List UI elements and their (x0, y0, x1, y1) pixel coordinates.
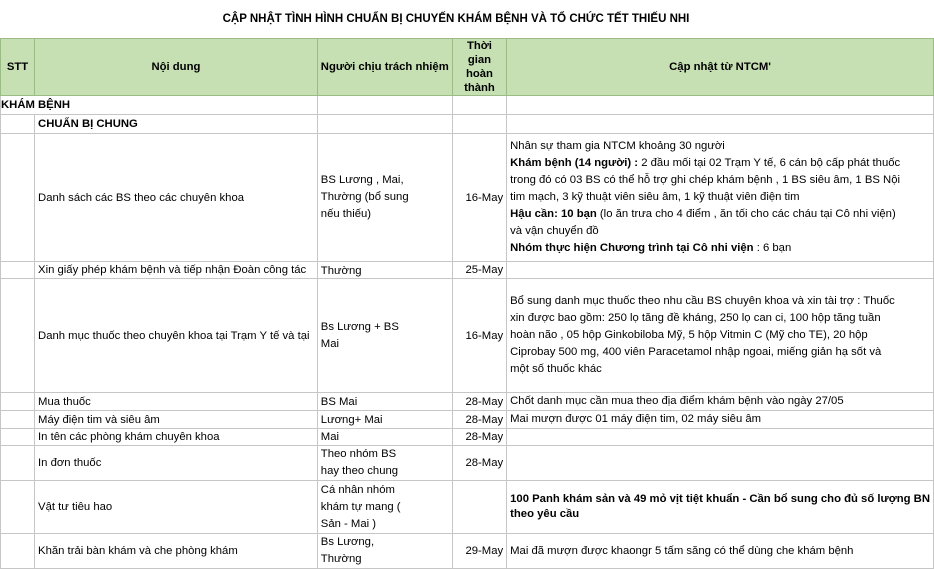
section-row (1, 96, 934, 115)
update-cell[interactable] (507, 262, 934, 279)
person-cell[interactable]: Thường (317, 262, 452, 279)
update-line: Mai mượn được 01 máy điện tim, 02 máy siêu âm (510, 413, 762, 425)
deadline-cell[interactable]: 28-May (452, 446, 506, 481)
update-line: Nhóm thực hiện Chương trình tại Cô nhi viện : 6 bạn (510, 242, 792, 254)
update-cell[interactable] (507, 429, 934, 446)
col-header-person[interactable]: Người chịu trách nhiệm (317, 39, 452, 96)
update-cell[interactable] (507, 279, 934, 393)
content-cell[interactable]: Xin giấy phép khám bệnh và tiếp nhận Đoàn công tác (35, 262, 318, 279)
sheet-title: CẬP NHẬT TÌNH HÌNH CHUẨN BỊ CHUYẾN KHÁM BỆNH VÀ TỔ CHỨC TẾT THIẾU NHI (222, 13, 690, 25)
update-line: Chốt danh mục cần mua theo địa điểm khám bệnh vào ngày 27/05 (510, 395, 844, 407)
header-row (1, 39, 934, 96)
deadline-cell[interactable]: 28-May (452, 393, 506, 411)
person-cell[interactable]: Bs Lương, Thường (317, 534, 452, 569)
update-line: xin được bao gồm: 250 lọ tăng đề kháng, 250 lọ can ci, 100 hộp tăng tuần (510, 312, 881, 324)
update-cell[interactable] (507, 134, 934, 262)
table-row (1, 481, 934, 534)
stt-cell[interactable] (1, 393, 35, 411)
col-header-deadline[interactable]: Thời gian hoàn thành (452, 39, 506, 96)
content-cell[interactable]: Mua thuốc (35, 393, 318, 411)
update-cell[interactable] (507, 534, 934, 569)
stt-cell[interactable] (1, 534, 35, 569)
table-row (1, 393, 934, 411)
stt-cell[interactable] (1, 134, 35, 262)
table-row (1, 411, 934, 429)
update-line: Mai đã mượn được khaongr 5 tấm săng có thể dùng che khám bệnh (510, 544, 854, 557)
deadline-cell[interactable] (452, 481, 506, 534)
section-label[interactable]: KHÁM BỆNH (1, 96, 318, 115)
stt-cell[interactable] (1, 481, 35, 534)
person-cell[interactable]: Theo nhóm BS hay theo chung (317, 446, 452, 481)
table-row (1, 279, 934, 393)
update-line: Hậu cần: 10 bạn (lo ăn trưa cho 4 điểm , ăn tối cho các cháu tại Cô nhi viện) (510, 208, 896, 220)
update-line: Bổ sung danh mục thuốc theo nhu cầu BS chuyên khoa và xin tài trợ : Thuốc (510, 295, 895, 307)
deadline-cell[interactable]: 16-May (452, 134, 506, 262)
deadline-cell[interactable]: 16-May (452, 279, 506, 393)
update-line: Ciprobay 500 mg, 400 viên Paracetamol nhập ngoai, miếng giản hạ sốt và (510, 346, 882, 358)
person-cell[interactable]: BS Mai (317, 393, 452, 411)
table-row (1, 446, 934, 481)
person-cell[interactable]: Lương+ Mai (317, 411, 452, 429)
content-cell[interactable]: Khăn trải bàn khám và che phòng khám (35, 534, 318, 569)
col-header-stt[interactable]: STT (1, 39, 35, 96)
table-row (1, 534, 934, 569)
update-line: một số thuốc khác (510, 363, 602, 375)
deadline-cell[interactable]: 28-May (452, 411, 506, 429)
content-cell[interactable]: Danh sách các BS theo các chuyên khoa (35, 134, 318, 262)
update-cell[interactable] (507, 393, 934, 411)
content-cell[interactable]: Danh mục thuốc theo chuyên khoa tại Trạm Y tế và tại (35, 279, 318, 393)
content-cell[interactable]: In tên các phòng khám chuyên khoa (35, 429, 318, 446)
update-cell[interactable] (507, 446, 934, 481)
update-line: hoàn não , 05 hộp Ginkobiloba Mỹ, 5 hộp Vitmin C (Mỹ cho TE), 20 hộp (510, 329, 868, 341)
tracking-table (0, 38, 934, 569)
update-cell[interactable] (507, 481, 934, 534)
table-row (1, 134, 934, 262)
stt-cell[interactable] (1, 429, 35, 446)
stt-cell[interactable] (1, 262, 35, 279)
table-row (1, 429, 934, 446)
subsection-label[interactable]: CHUẨN BỊ CHUNG (35, 115, 318, 134)
person-cell[interactable]: Bs Lương + BS Mai (317, 279, 452, 393)
table-row (1, 262, 934, 279)
col-header-content[interactable]: Nội dung (35, 39, 318, 96)
deadline-cell[interactable]: 28-May (452, 429, 506, 446)
stt-cell[interactable] (1, 446, 35, 481)
person-cell[interactable]: Cá nhân nhóm khám tự mang ( Sản - Mai ) (317, 481, 452, 534)
content-cell[interactable]: Máy điện tim và siêu âm (35, 411, 318, 429)
subsection-row (1, 115, 934, 134)
table-body (1, 134, 934, 569)
update-line: 100 Panh khám sản và 49 mỏ vịt tiệt khuẩn - Cần bổ sung cho đủ số lượng BN (510, 493, 930, 505)
update-line: Khám bệnh (14 người) : 2 đầu mối tại 02 Trạm Y tế, 6 cán bộ cấp phát thuốc (510, 157, 901, 169)
deadline-cell[interactable]: 25-May (452, 262, 506, 279)
update-line: Nhân sự tham gia NTCM khoảng 30 người (510, 140, 725, 152)
col-header-update[interactable]: Cập nhật từ NTCM' (507, 39, 934, 96)
stt-cell[interactable] (1, 279, 35, 393)
content-cell[interactable]: In đơn thuốc (35, 446, 318, 481)
update-cell[interactable] (507, 411, 934, 429)
deadline-cell[interactable]: 29-May (452, 534, 506, 569)
update-line: theo yêu cầu (510, 508, 580, 520)
stt-cell[interactable] (1, 411, 35, 429)
update-line: và vận chuyển đồ (510, 225, 599, 237)
person-cell[interactable]: Mai (317, 429, 452, 446)
content-cell[interactable]: Vật tư tiêu hao (35, 481, 318, 534)
person-cell[interactable]: BS Lương , Mai, Thường (bổ sung nếu thiếu) (317, 134, 452, 262)
update-line: trong đó có 03 BS có thể hỗ trợ ghi chép khám bệnh , 1 BS siêu âm, 1 BS Nội (510, 174, 900, 186)
update-line: tim mạch, 3 kỹ thuật viên siêu âm, 1 kỹ thuật viên điện tim (510, 191, 800, 203)
